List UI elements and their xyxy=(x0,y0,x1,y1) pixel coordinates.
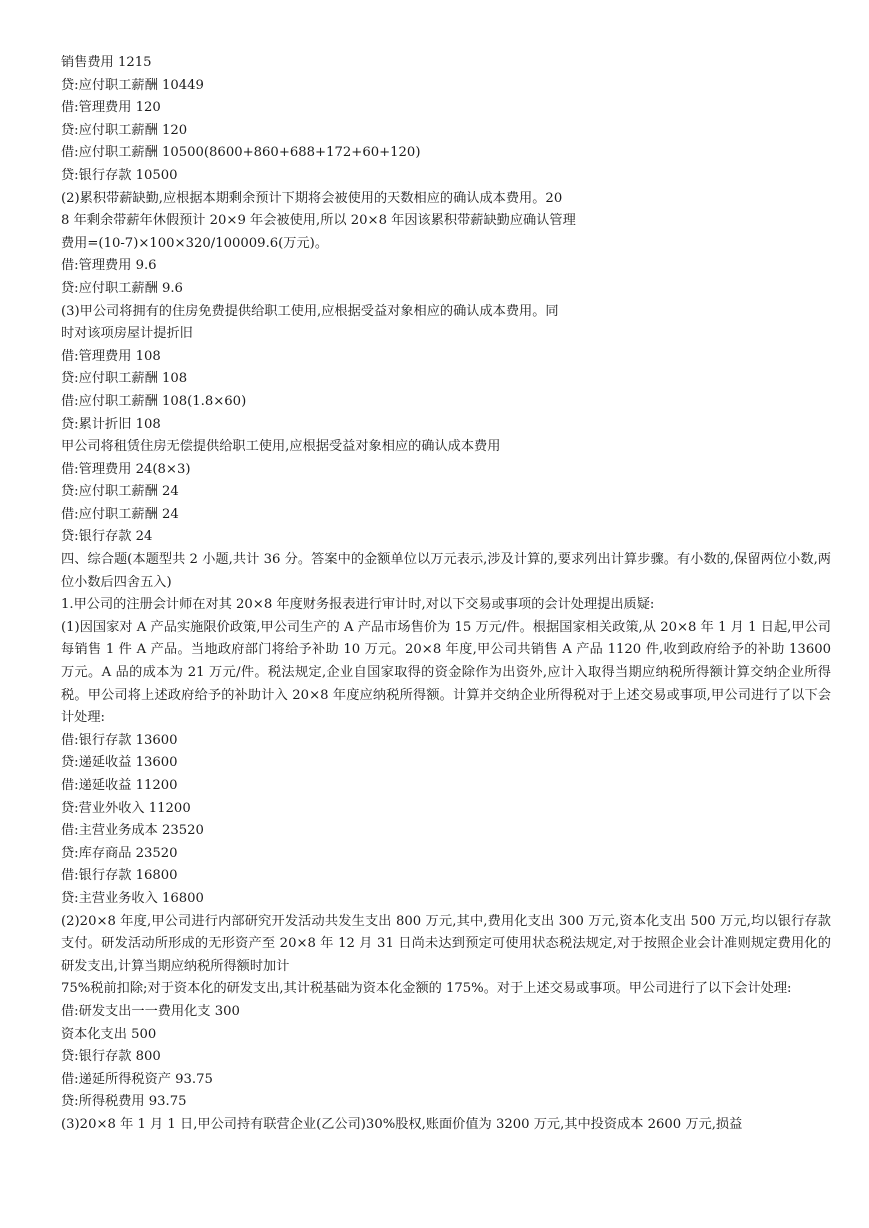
text-line: 贷:银行存款 10500 xyxy=(61,167,178,183)
text-line: 贷:银行存款 24 xyxy=(61,529,153,545)
text-line: 贷:累计折旧 108 xyxy=(61,416,161,432)
text-line: 借:管理费用 24(8×3) xyxy=(61,461,191,477)
journal-entry: 贷:递延收益 13600 xyxy=(61,755,178,771)
text-line: 8 年剩余带薪年休假预计 20×9 年会被使用,所以 20×8 年因该累积带薪缺勤应确认管理 xyxy=(61,213,576,229)
text-line: 贷:应付职工薪酬 9.6 xyxy=(61,280,183,296)
text-line: 借:管理费用 108 xyxy=(61,348,161,364)
text-line: 借:管理费用 120 xyxy=(61,100,161,116)
text-line: 甲公司将租赁住房无偿提供给职工使用,应根据受益对象相应的确认成本费用 xyxy=(61,439,501,455)
text-line: 贷:应付职工薪酬 108 xyxy=(61,371,188,387)
journal-entry: 贷:银行存款 800 xyxy=(61,1049,161,1065)
journal-entry: 贷:主营业务收入 16800 xyxy=(61,890,204,906)
journal-entry: 资本化支出 500 xyxy=(61,1026,157,1042)
journal-entry: 借:递延所得税资产 93.75 xyxy=(61,1071,213,1087)
journal-entry: 借:主营业务成本 23520 xyxy=(61,823,204,839)
text-line: (2)累积带薪缺勤,应根据本期剩余预计下期将会被使用的天数相应的确认成本费用。20 xyxy=(61,190,563,206)
text-line: 借:应付职工薪酬 24 xyxy=(61,506,179,522)
journal-entry: 贷:库存商品 23520 xyxy=(61,845,178,861)
text-line: (3)甲公司将拥有的住房免费提供给职工使用,应根据受益对象相应的确认成本费用。同 xyxy=(61,303,559,319)
document-body xyxy=(61,52,831,1137)
journal-entry: 借:递延收益 11200 xyxy=(61,778,178,793)
text-line: 销售费用 1215 xyxy=(61,55,152,70)
question-item-1: (1)因国家对 A 产品实施限价政策,甲公司生产的 A 产品市场售价为 15 万元/件。根据国家相关政策,从 20×8 年 1 月 1 日起,甲公司每销售 1 件 A 产品。当地政府部门将给予补助 10 万元。20×8 年度,甲公司共销售 A 产品 1120 件,收到政府给予的补助 13600 万元。A 品的成本为 21 万元/件。税法规定,企业自国家取得的资金除作为出资外,应计入取得当期应纳税所得额计算交纳企业所得税。甲公司将上述政府给予的补助计入 20×8 年度应纳税所得额。计算并交纳企业所得税对于上述交易或事项,甲公司进行了以下会计处理: xyxy=(61,619,831,726)
text-line: 时对该项房屋计提折旧 xyxy=(61,326,193,342)
text-line: 费用=(10-7)×100×320/100009.6(万元)。 xyxy=(61,235,329,251)
question-item-2-cont: 75%税前扣除;对于资本化的研发支出,其计税基础为资本化金额的 175%。对于上述交易或事项。甲公司进行了以下会计处理: xyxy=(61,981,792,997)
text-line: 贷:应付职工薪酬 24 xyxy=(61,484,179,500)
text-line: 贷:应付职工薪酬 120 xyxy=(61,122,188,138)
journal-entry: 借:银行存款 16800 xyxy=(61,868,178,884)
journal-entry: 贷:营业外收入 11200 xyxy=(61,800,191,816)
text-line: 借:应付职工薪酬 108(1.8×60) xyxy=(61,393,247,409)
journal-entry: 借:银行存款 13600 xyxy=(61,732,178,748)
question-item-3: (3)20×8 年 1 月 1 日,甲公司持有联营企业(乙公司)30%股权,账面价值为 3200 万元,其中投资成本 2600 万元,损益 xyxy=(61,1116,743,1132)
text-line: 借:应付职工薪酬 10500(8600+860+688+172+60+120) xyxy=(61,145,421,161)
journal-entry: 贷:所得税费用 93.75 xyxy=(61,1094,187,1110)
question-intro: 1.甲公司的注册会计师在对其 20×8 年度财务报表进行审计时,对以下交易或事项的会计处理提出质疑: xyxy=(61,597,655,613)
question-item-2: (2)20×8 年度,甲公司进行内部研究开发活动共发生支出 800 万元,其中,费用化支出 300 万元,资本化支出 500 万元,均以银行存款支付。研发活动所形成的无形资产至 20×8 年 12 月 31 日尚未达到预定可使用状态税法规定,对于按照企业会计准则规定费用化的研发支出,计算当期应纳税所得额时加计 xyxy=(61,913,831,974)
text-line: 贷:应付职工薪酬 10449 xyxy=(61,77,204,93)
text-line: 借:管理费用 9.6 xyxy=(61,258,157,274)
section-heading: 四、综合题(本题型共 2 小题,共计 36 分。答案中的金额单位以万元表示,涉及计算的,要求列出计算步骤。有小数的,保留两位小数,两位小数后四舍五入) xyxy=(61,552,831,590)
journal-entry: 借:研发支出一一费用化支 300 xyxy=(61,1003,240,1019)
